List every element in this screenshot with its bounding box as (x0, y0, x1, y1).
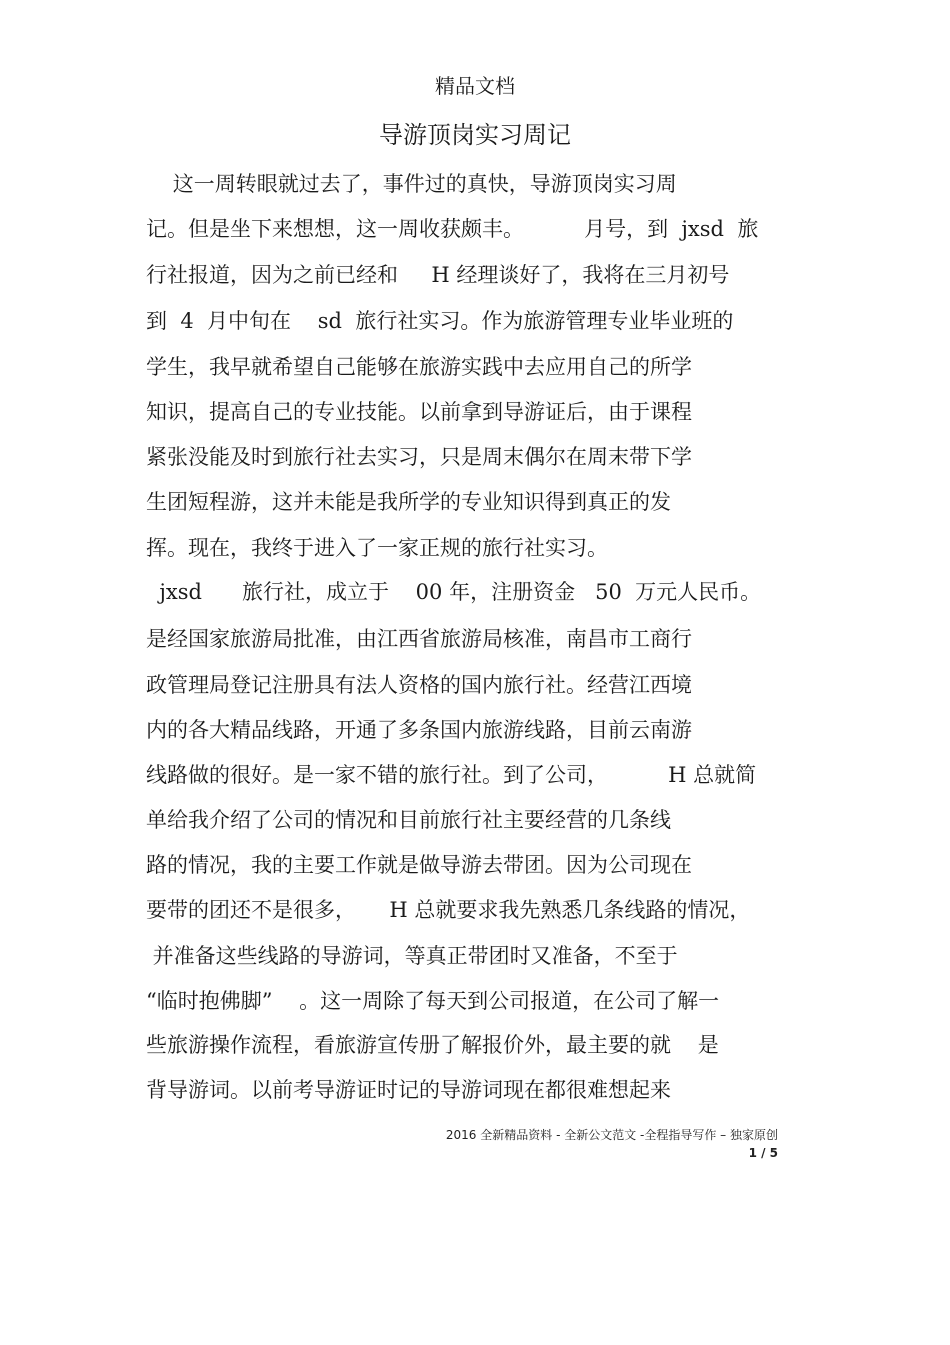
text-line: 背导游词。以前考导游证时记的导游词现在都很难想起来 (146, 1078, 671, 1102)
text-line: 学生，我早就希望自己能够在旅游实践中去应用自己的所学 (146, 355, 692, 379)
text-line: 要带的团还不是很多， H 总就要求我先熟悉几条线路的情况， (146, 898, 751, 922)
text-line: 单给我介绍了公司的情况和目前旅行社主要经营的几条线 (146, 808, 671, 832)
text-line: 紧张没能及时到旅行社去实习，只是周末偶尔在周末带下学 (146, 445, 692, 469)
text-line: 挥。现在，我终于进入了一家正规的旅行社实习。 (146, 536, 608, 560)
text-line: 内的各大精品线路，开通了多条国内旅游线路，目前云南游 (146, 718, 692, 742)
page-footer (446, 1126, 778, 1162)
document-title: 导游顶岗实习周记 (379, 121, 571, 149)
text-line: 行社报道，因为之前已经和 H 经理谈好了，我将在三月初号 (146, 263, 730, 287)
text-line: 线路做的很好。是一家不错的旅行社。到了公司， H 总就简 (146, 763, 757, 787)
page-header: 精品文档 (435, 74, 515, 98)
text-line: 知识，提高自己的专业技能。以前拿到导游证后，由于课程 (146, 400, 692, 424)
page-number: 1 / 5 (748, 1146, 778, 1160)
text-line: 这一周转眼就过去了，事件过的真快，导游顶岗实习周 (146, 172, 677, 196)
text-line: 政管理局登记注册具有法人资格的国内旅行社。经营江西境 (146, 673, 692, 697)
text-line: 到 4 月中旬在 sd 旅行社实习。作为旅游管理专业毕业班的 (146, 309, 734, 333)
text-line: 并准备这些线路的导游词，等真正带团时又准备，不至于 (146, 944, 678, 968)
text-line: 生团短程游，这并未能是我所学的专业知识得到真正的发 (146, 490, 671, 514)
text-line: 记。但是坐下来想想，这一周收获颇丰。 月号，到 jxsd 旅 (146, 217, 759, 241)
footer-note: 2016 全新精品资料 - 全新公文范文 -全程指导写作 – 独家原创 (445, 1128, 778, 1142)
text-line: jxsd 旅行社，成立于 00 年，注册资金 50 万元人民币。 (146, 580, 762, 604)
text-line: “临时抱佛脚” 。这一周除了每天到公司报道，在公司了解一 (146, 989, 720, 1013)
text-line: 路的情况，我的主要工作就是做导游去带团。因为公司现在 (146, 853, 692, 877)
text-line: 是经国家旅游局批准，由江西省旅游局核准，南昌市工商行 (146, 627, 692, 651)
text-line: 些旅游操作流程，看旅游宣传册了解报价外，最主要的就 是 (146, 1033, 719, 1057)
